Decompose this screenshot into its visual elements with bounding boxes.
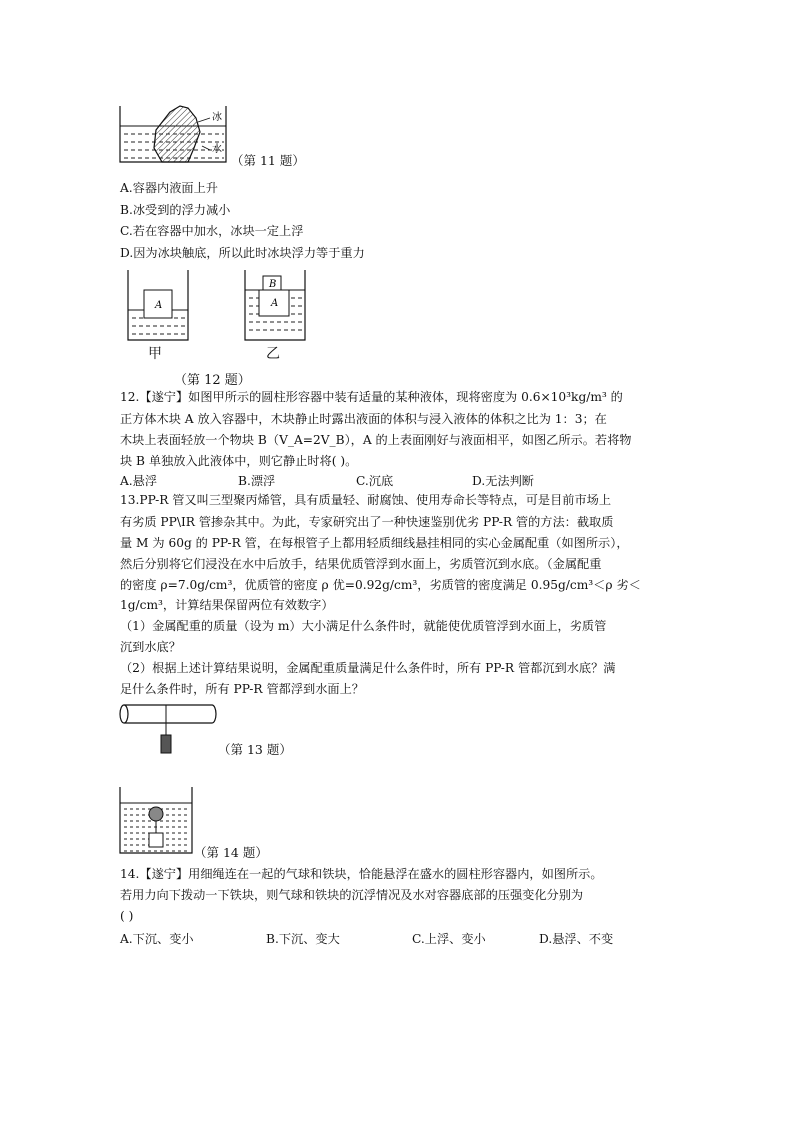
q12-option-a: A.悬浮 [120, 474, 158, 488]
q12-option-c: C.沉底 [356, 474, 394, 488]
caption-q14: （第 14 题） [194, 845, 268, 860]
q14-text-line-2: 若用力向下拨动一下铁块，则气球和铁块的沉浮情况及水对容器底部的压强变化分别为 [120, 888, 584, 902]
pipe-figure [118, 703, 220, 759]
caption-q13: （第 13 题） [218, 742, 292, 757]
label-block-a-yi: A [271, 298, 279, 309]
q14-text-line-1: 14.【遂宁】用细绳连在一起的气球和铁块，恰能悬浮在盛水的圆柱形容器内，如图所示。 [120, 867, 603, 881]
q13-text-line-7: （1）金属配重的质量（设为 m）大小满足什么条件时，就能使优质管浮到水面上，劣质管 [120, 619, 607, 633]
q14-option-a: A.下沉、变小 [120, 932, 194, 946]
q14-option-d: D.悬浮、不变 [539, 932, 614, 946]
balloon [149, 807, 163, 821]
q13-text-line-10: 足什么条件时，所有 PP-R 管都浮到水面上？ [120, 682, 364, 696]
q14-option-b: B.下沉、变大 [266, 932, 340, 946]
label-block-b: B [269, 279, 277, 290]
label-block-a: A [155, 300, 163, 311]
q13-text-line-8: 沉到水底？ [120, 640, 181, 654]
q11-option-b: B.冰受到的浮力减小 [120, 203, 231, 217]
q12-option-b: B.漂浮 [238, 474, 276, 488]
ice-container-figure [118, 104, 230, 166]
q13-text-line-3: 量 M 为 60g 的 PP-R 管，在每根管子上都用轻质细线悬挂相同的实心金属配重（如图所示）， [120, 536, 629, 550]
q12-text-line-1: 12.【遂宁】如图甲所示的圆柱形容器中装有适量的某种液体，现将密度为 0.6×10³kg/m³ 的 [120, 390, 623, 404]
q12-text-line-2: 正方体木块 A 放入容器中，木块静止时露出液面的体积与浸入液体的体积之比为 1：3；在 [120, 412, 607, 426]
container-jia-figure [126, 268, 190, 344]
q13-text-line-2: 有劣质 PP\IR 管掺杂其中。为此，专家研究出了一种快速鉴别优劣 PP-R 管的方法：截取质 [120, 515, 614, 529]
label-jia: 甲 [148, 346, 162, 362]
label-water: 水 [212, 144, 222, 155]
iron-block [149, 833, 163, 847]
q13-text-line-5: 的密度 ρ=7.0g/cm³，优质管的密度 ρ 优=0.92g/cm³，劣质管的密度满足 0.95g/cm³＜ρ 劣＜ [120, 578, 641, 592]
balloon-container-figure [118, 785, 194, 857]
q11-option-a: A.容器内液面上升 [120, 181, 218, 195]
q14-text-line-3: ( ) [120, 909, 134, 923]
q14-option-c: C.上浮、变小 [412, 932, 486, 946]
ice-block [154, 106, 200, 162]
q13-text-line-1: 13.PP-R 管又叫三型聚丙烯管，具有质量轻、耐腐蚀、使用寿命长等特点，可是目前市场上 [120, 493, 612, 507]
label-yi: 乙 [266, 346, 280, 362]
q13-text-line-6: 1g/cm³，计算结果保留两位有效数字） [120, 598, 334, 612]
container-yi-figure [243, 268, 307, 344]
label-ice: 冰 [212, 112, 222, 123]
q12-text-line-4: 块 B 单独放入此液体中，则它静止时将( )。 [120, 454, 358, 468]
q13-text-line-9: （2）根据上述计算结果说明，金属配重质量满足什么条件时，所有 PP-R 管都沉到水底？满 [120, 661, 616, 675]
caption-q12: （第 12 题） [174, 373, 251, 388]
q11-option-d: D.因为冰块触底，所以此时冰块浮力等于重力 [120, 246, 365, 260]
q12-text-line-3: 木块上表面轻放一个物块 B（V_A=2V_B），A 的上表面刚好与液面相平，如图乙所示。若将物 [120, 433, 632, 447]
q11-option-c: C.若在容器中加水，冰块一定上浮 [120, 224, 304, 238]
caption-q11: （第 11 题） [231, 153, 305, 168]
q13-text-line-4: 然后分别将它们浸没在水中后放手，结果优质管浮到水面上，劣质管沉到水底。（金属配重 [120, 557, 602, 571]
q12-option-d: D.无法判断 [472, 474, 534, 488]
metal-weight [161, 735, 171, 753]
